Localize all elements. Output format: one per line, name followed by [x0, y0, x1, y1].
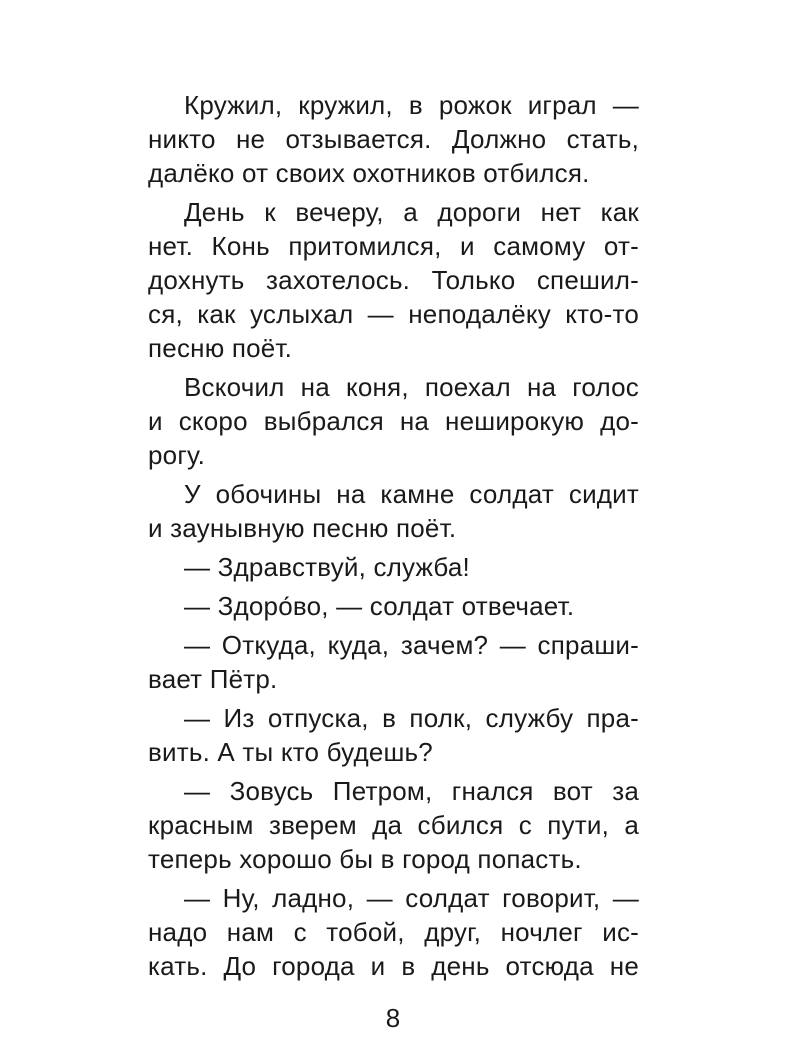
text-line: дохнуть захотелось. Только спешил-: [148, 265, 639, 295]
text-line: Вскочил на коня, поехал на голос: [184, 372, 639, 402]
text-line: и заунывную песню поёт.: [148, 513, 457, 543]
text-line: — Здоро́во, — солдат отвечает.: [184, 591, 575, 621]
text-line: У обочины на камне солдат сидит: [184, 479, 639, 509]
text-line: никто не отзывается. Должно стать,: [148, 124, 639, 154]
text-line: кать. До города и в день отсюда не: [148, 951, 639, 981]
text-line: — Здравствуй, служба!: [184, 552, 470, 582]
text-line: и скоро выбрался на неширокую до-: [148, 406, 639, 436]
text-line: теперь хорошо бы в город попасть.: [148, 844, 582, 874]
text-line: песню поёт.: [148, 333, 293, 363]
text-line: — Из отпуска, в полк, службу пра-: [184, 703, 639, 733]
text-line: вает Пётр.: [148, 664, 278, 694]
text-line: нет. Конь притомился, и самому от-: [148, 231, 639, 261]
text-line: вить. А ты кто будешь?: [148, 737, 433, 767]
text-line: рогу.: [148, 440, 206, 470]
text-line: ся, как услыхал — неподалёку кто-то: [148, 299, 639, 329]
text-line: — Откуда, куда, зачем? — спраши-: [184, 630, 639, 660]
text-line: — Зовусь Петром, гнался вот за: [184, 776, 639, 806]
text-line: День к вечеру, а дороги нет как: [184, 197, 639, 227]
text-line: красным зверем да сбился с пути, а: [148, 810, 639, 840]
text-line: далёко от своих охотников отбился.: [148, 158, 590, 188]
text-line: надо нам с тобой, друг, ночлег ис-: [148, 917, 639, 947]
text-line: Кружил, кружил, в рожок играл —: [184, 90, 639, 120]
text-line: — Ну, ладно, — солдат говорит, —: [184, 883, 639, 913]
page-number: 8: [385, 1003, 401, 1033]
